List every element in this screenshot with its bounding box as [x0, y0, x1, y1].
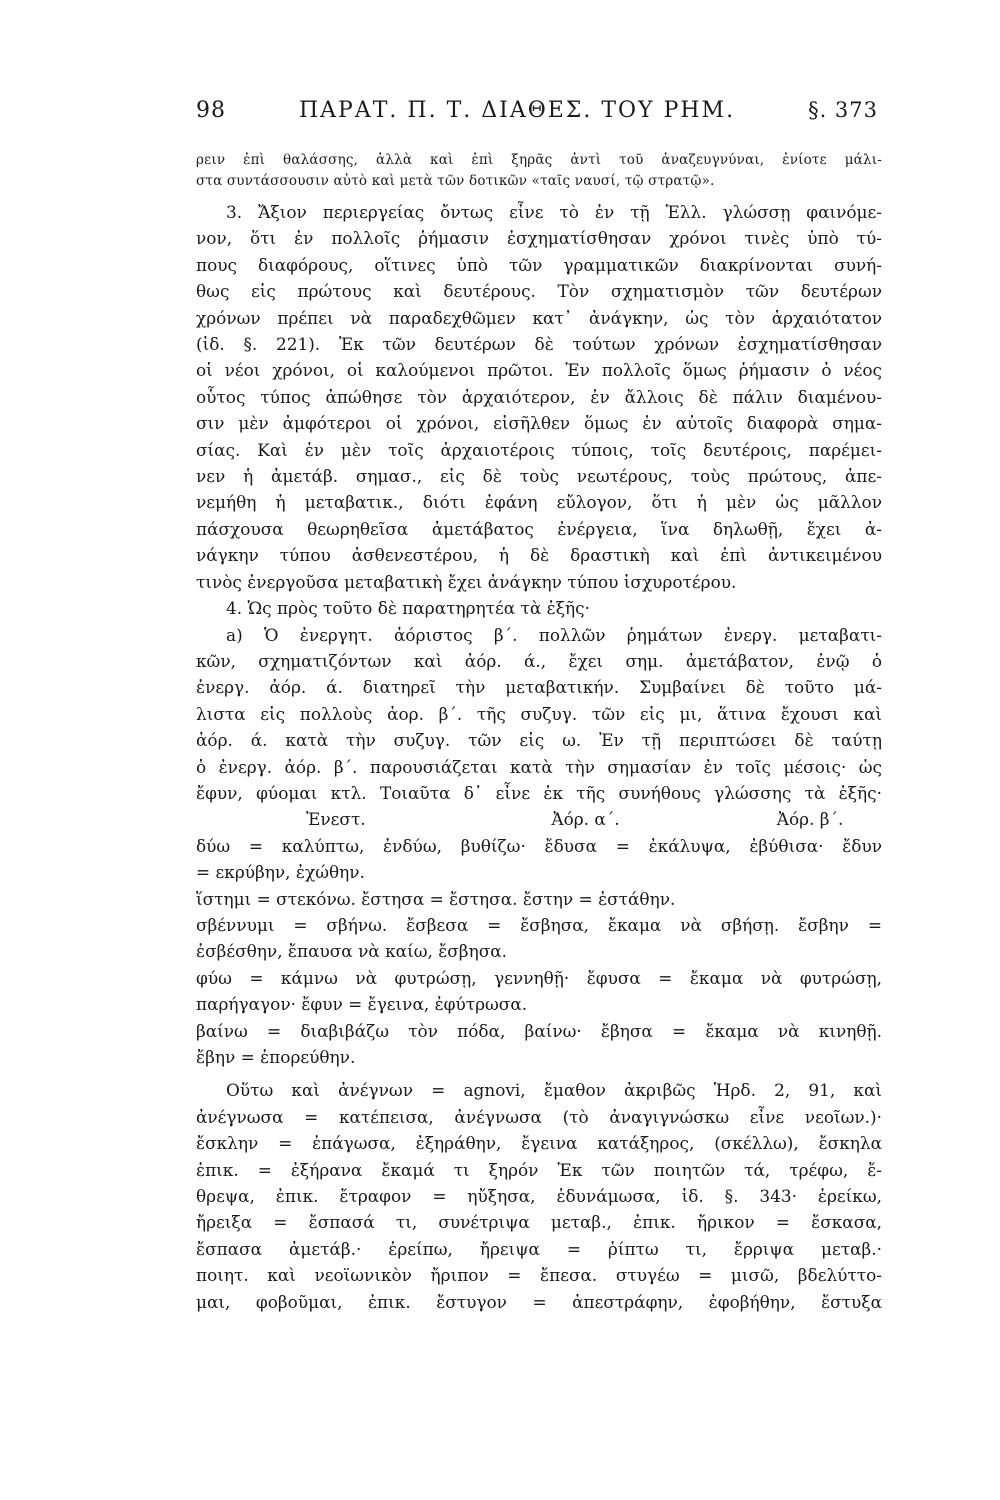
text-line: βαίνω = διαβιβάζω τὸν πόδα, βαίνω· ἔβησα = ἔκαμα νὰ κινηθῇ. [196, 1020, 882, 1041]
section-number: §. 373 [808, 98, 878, 122]
text-line: ἔσπασα ἀμετάβ.· ἐρείπω, ἤρειψα = ῥίπτω τι, ἔρριψα μεταβ.· [196, 1238, 882, 1259]
text-line: νον, ὅτι ἐν πολλοῖς ῥήμασιν ἐσχηματίσθησαν χρόνοι τινὲς ὑπὸ τύ- [196, 228, 882, 249]
text-line: ἔσκλην = ἐπάγωσα, ἐξηράθην, ἔγεινα κατάξηρος, (σκέλλω), ἔσκηλα [196, 1133, 882, 1154]
text-line: μαι, φοβοῦμαι, ἐπικ. ἔστυγον = ἀπεστράφην, ἐφοβήθην, ἔστυξα [196, 1291, 882, 1312]
text-line: παρήγαγον· ἔφυν = ἔγεινα, ἐφύτρωσα. [196, 994, 528, 1015]
text-line: θως εἰς πρώτους καὶ δευτέρους. Τὸν σχηματισμὸν τῶν δευτέρων [196, 281, 882, 302]
text-line: ποιητ. καὶ νεοϊωνικὸν ἤριπον = ἔπεσα. στυγέω = μισῶ, βδελύττο- [196, 1265, 882, 1286]
text-line: ἔφυν, φύομαι κτλ. Τοιαῦτα δ᾽ εἶνε ἐκ τῆς συνήθους γλώσσης τὰ ἑξῆς· [196, 782, 882, 803]
page-number: 98 [196, 98, 226, 123]
text-line: χρόνων πρέπει νὰ παραδεχθῶμεν κατ᾽ ἀνάγκην, ὡς τὸν ἀρχαιότατον [196, 307, 882, 328]
text-line: φύω = κάμνω νὰ φυτρώσῃ, γεννηθῇ· ἔφυσα = ἔκαμα νὰ φυτρώσῃ, [196, 967, 882, 988]
text-line: νεμήθη ἡ μεταβατικ., διότι ἐφάνη εὔλογον, ὅτι ἡ μὲν ὡς μᾶλλον [196, 492, 882, 513]
column-header-aorist-a: Ἀόρ. α΄. [551, 809, 620, 830]
text-line: πάσχουσα θεωρηθεῖσα ἀμετάβατος ἐνέργεια, ἵνα δηλωθῇ, ἔχει ἀ- [196, 518, 882, 539]
column-header-aorist-b: Ἀόρ. β΄. [776, 809, 844, 830]
text-line: ἵστημι = στεκόνω. ἔστησα = ἔστησα. ἔστην = ἐστάθην. [196, 888, 676, 909]
text-line: 4. Ὡς πρὸς τοῦτο δὲ παρατηρητέα τὰ ἑξῆς· [226, 598, 590, 619]
text-line: a) Ὁ ἐνεργητ. ἀόριστος β΄. πολλῶν ῥημάτων ἐνεργ. μεταβατι- [226, 624, 882, 645]
text-line: 3. Ἄξιον περιεργείας ὄντως εἶνε τὸ ἐν τῇ Ἑλλ. γλώσσῃ φαινόμε- [226, 202, 882, 222]
text-line: σίας. Καὶ ἐν μὲν τοῖς ἀρχαιοτέροις τύποις, τοῖς δευτέροις, παρέμει- [196, 439, 882, 460]
body-text [196, 150, 882, 1315]
text-line: ἀνέγνωσα = κατέπεισα, ἀνέγνωσα (τὸ ἀναγιγνώσκω εἶνε νεοῖων.)· [196, 1106, 882, 1127]
text-line: = εκρύβην, ἐχώθην. [196, 862, 365, 883]
text-line: κῶν, σχηματιζόντων καὶ ἀόρ. ά., ἔχει σημ. ἀμετάβατον, ἐνῷ ὁ [196, 650, 882, 671]
running-title: ΠΑΡΑΤ. Π. Τ. ΔΙΑΘΕΣ. ΤΟΥ ΡΗΜ. [298, 98, 736, 123]
text-line: οὗτος τύπος ἀπώθησε τὸν ἀρχαιότερον, ἐν ἄλλοις δὲ πάλιν διαμένου- [196, 386, 882, 407]
text-line: νεν ἡ ἀμετάβ. σημασ., εἰς δὲ τοὺς νεωτέρους, τοὺς πρώτους, ἀπε- [196, 466, 882, 487]
text-line: ἀόρ. ά. κατὰ τὴν συζυγ. τῶν εἰς ω. Ἐν τῇ περιπτώσει δὲ ταύτῃ [196, 730, 882, 751]
running-header [196, 98, 878, 132]
text-line: ἔβην = ἐπορεύθην. [196, 1047, 356, 1067]
text-line: δύω = καλύπτω, ἐνδύω, βυθίζω· ἔδυσα = ἐκάλυψα, ἐβύθισα· ἔδυν [196, 835, 882, 856]
text-line: νάγκην τύπου ἀσθενεστέρου, ἡ δὲ δραστικὴ καὶ ἐπὶ ἀντικειμένου [196, 545, 882, 566]
text-line: στα συντάσσουσιν αὐτὸ καὶ μετὰ τῶν δοτικῶν «ταῖς ναυσί, τῷ στρατῷ». [196, 173, 715, 189]
text-line: ἐνεργ. ἀόρ. ά. διατηρεῖ τὴν μεταβατικήν. Συμβαίνει δὲ τοῦτο μά- [196, 677, 882, 698]
text-line: ὁ ἐνεργ. ἀόρ. β΄. παρουσιάζεται κατὰ τὴν σημασίαν ἐν τοῖς μέσοις· ὡς [196, 756, 882, 777]
column-headers [196, 806, 882, 832]
text-line: ρειν ἐπὶ θαλάσσης, ἀλλὰ καὶ ἐπὶ ξηρᾶς ἀντὶ τοῦ ἀναζευγνύναι, ἐνίοτε μάλι- [196, 152, 882, 168]
text-line: (ἰδ. §. 221). Ἐκ τῶν δευτέρων δὲ τούτων χρόνων ἐσχηματίσθησαν [196, 334, 882, 355]
text-line: ἐσβέσθην, ἔπαυσα νὰ καίω, ἔσβησα. [196, 941, 508, 962]
text-line: ἐπικ. = ἐξήρανα ἔκαμά τι ξηρόν Ἐκ τῶν ποιητῶν τά, τρέφω, ἔ- [196, 1159, 882, 1180]
column-header-present: Ἐνεστ. [306, 809, 366, 830]
text-line: οἱ νέοι χρόνοι, οἱ καλούμενοι πρῶτοι. Ἐν πολλοῖς ὅμως ῥήμασιν ὁ νέος [196, 360, 882, 381]
text-line: θρεψα, ἐπικ. ἔτραφον = ηὔξησα, ἐδυνάμωσα, ἰδ. §. 343· ἐρείκω, [196, 1186, 882, 1207]
text-line: σβέννυμι = σβήνω. ἔσβεσα = ἔσβησα, ἔκαμα νὰ σβήσῃ. ἔσβην = [196, 914, 882, 935]
text-line: πους διαφόρους, οἵτινες ὑπὸ τῶν γραμματικῶν διακρίνονται συνή- [196, 254, 882, 275]
text-line: τινὸς ἐνεργοῦσα μεταβατικὴ ἔχει ἀνάγκην τύπου ἰσχυροτέρου. [196, 571, 737, 592]
text-line: Οὕτω καὶ ἀνέγνων = agnovi, ἔμαθον ἀκριβῶς Ἡρδ. 2, 91, καὶ [226, 1080, 882, 1101]
text-line: σιν μὲν ἀμφότεροι οἱ χρόνοι, εἰσῆλθεν ὅμως ἐν αὐτοῖς διαφορὰ σημα- [196, 413, 882, 434]
text-line: ἤρειξα = ἔσπασά τι, συνέτριψα μεταβ., ἐπικ. ἤρικον = ἔσκασα, [196, 1212, 882, 1233]
text-line: λιστα εἰς πολλοὺς ἀορ. β΄. τῆς συζυγ. τῶν εἰς μι, ἅτινα ἔχουσι καὶ [196, 703, 882, 724]
